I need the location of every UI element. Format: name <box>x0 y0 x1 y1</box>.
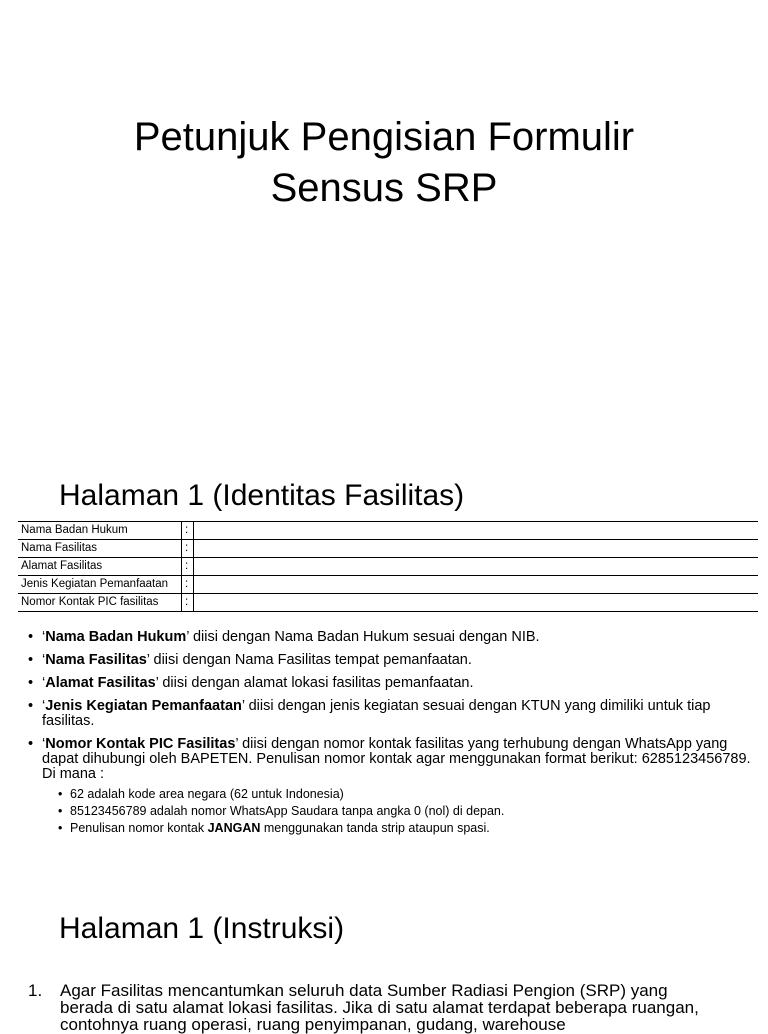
list-item <box>24 630 764 645</box>
field-name: Nama Fasilitas <box>45 652 147 668</box>
form-value-cell <box>194 522 759 540</box>
form-colon: : <box>182 594 194 612</box>
sub-list-item: • 62 adalah kode area negara (62 untuk Indonesia) <box>42 786 764 803</box>
field-name: Jenis Kegiatan Pemanfaatan <box>45 698 242 714</box>
sub-list-item <box>42 820 764 837</box>
step-number: 1. <box>28 981 43 1000</box>
quote-open: ‘ <box>42 675 46 691</box>
field-description: ’ diisi dengan nomor kontak fasilitas yang terhubung dengan WhatsApp yang dapat dihubungi oleh BAPETEN. Penulisan nomor kontak agar menggunakan format berikut: 6285123456789. Di mana : <box>42 736 751 782</box>
phone-format-sublist <box>42 786 764 837</box>
form-label: Alamat Fasilitas <box>18 558 182 576</box>
list-item <box>24 982 724 1033</box>
step-text: Agar Fasilitas mencantumkan seluruh data Sumber Radiasi Pengion (SRP) yang berada di satu alamat lokasi fasilitas. Jika di satu alamat terdapat beberapa ruangan, contohnya ruang operasi, ruang penyimpanan, gudang, warehouse <box>60 981 699 1034</box>
table-row <box>18 594 758 612</box>
table-row <box>18 522 758 540</box>
instruction-steps-list <box>24 982 724 1033</box>
sub-text-post: menggunakan tanda strip ataupun spasi. <box>260 821 490 835</box>
field-instructions-list <box>24 630 764 837</box>
field-name: Alamat Fasilitas <box>45 675 156 691</box>
form-colon: : <box>182 540 194 558</box>
form-label: Jenis Kegiatan Pemanfaatan <box>18 576 182 594</box>
form-colon: : <box>182 558 194 576</box>
sub-list-item: • 85123456789 adalah nomor WhatsApp Saudara tanpa angka 0 (nol) di depan. <box>42 803 764 820</box>
sub-text-emphasis: JANGAN <box>207 821 261 835</box>
section-heading-instruksi: Halaman 1 (Instruksi) <box>59 912 345 945</box>
form-colon: : <box>182 522 194 540</box>
field-description: ’ diisi dengan Nama Badan Hukum sesuai dengan NIB. <box>186 629 540 645</box>
quote-open: ‘ <box>42 629 46 645</box>
form-label: Nama Badan Hukum <box>18 522 182 540</box>
quote-open: ‘ <box>42 652 46 668</box>
list-item <box>24 676 764 691</box>
field-description: ’ diisi dengan alamat lokasi fasilitas pemanfaatan. <box>155 675 474 691</box>
list-item <box>24 699 764 729</box>
form-value-cell <box>194 540 759 558</box>
form-label: Nama Fasilitas <box>18 540 182 558</box>
table-row <box>18 576 758 594</box>
slide-divider <box>0 457 768 458</box>
quote-open: ‘ <box>42 698 46 714</box>
quote-open: ‘ <box>42 736 46 752</box>
form-colon: : <box>182 576 194 594</box>
sub-text-pre: Penulisan nomor kontak <box>70 821 208 835</box>
list-item <box>24 737 764 837</box>
field-description: ’ diisi dengan Nama Fasilitas tempat pemanfaatan. <box>146 652 472 668</box>
form-label: Nomor Kontak PIC fasilitas <box>18 594 182 612</box>
section-heading-identitas: Halaman 1 (Identitas Fasilitas) <box>59 479 465 512</box>
form-value-cell <box>194 558 759 576</box>
table-row <box>18 540 758 558</box>
table-row <box>18 558 758 576</box>
page-title <box>0 112 768 214</box>
list-item <box>24 653 764 668</box>
field-name: Nama Badan Hukum <box>45 629 187 645</box>
page-title-line-1: Petunjuk Pengisian Formulir <box>133 115 635 159</box>
form-value-cell <box>194 594 759 612</box>
field-name: Nomor Kontak PIC Fasilitas <box>45 736 236 752</box>
page-title-line-2: Sensus SRP <box>270 166 498 210</box>
identity-form-table <box>18 521 758 612</box>
form-value-cell <box>194 576 759 594</box>
field-description: ’ diisi dengan jenis kegiatan sesuai dengan KTUN yang dimiliki untuk tiap fasilitas. <box>42 698 711 729</box>
